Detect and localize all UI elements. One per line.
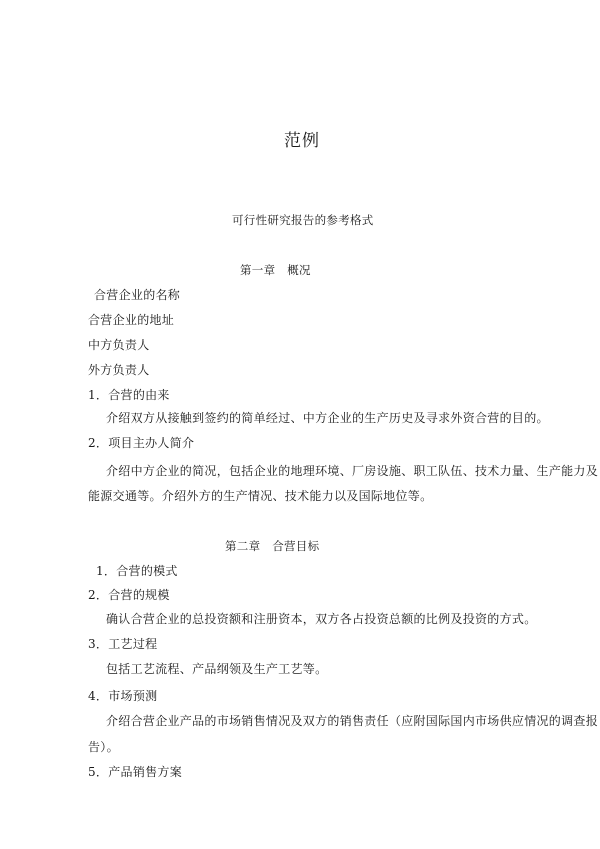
section-2-4-body-line2: 告）。	[88, 740, 119, 754]
jv-name-line: 合营企业的名称	[94, 288, 181, 302]
section-1-2-body-line1: 介绍中方企业的简况，包括企业的地理环境、厂房设施、职工队伍、技术力量、生产能力及	[106, 464, 599, 478]
section-2-2-heading: 2．合营的规模	[88, 588, 170, 602]
section-2-4-heading: 4．市场预测	[88, 689, 158, 703]
section-2-3-body: 包括工艺流程、产品纲领及生产工艺等。	[106, 662, 328, 676]
section-2-2-body: 确认合营企业的总投资额和注册资本，双方各占投资总额的比例及投资的方式。	[106, 612, 537, 626]
document-title: 范例	[284, 131, 320, 151]
section-1-1-body: 介绍双方从接触到签约的简单经过、中方企业的生产历史及寻求外资合营的目的。	[106, 411, 549, 425]
section-2-1-heading: 1．合营的模式	[96, 564, 178, 578]
document-subtitle: 可行性研究报告的参考格式	[232, 213, 374, 227]
jv-address-line: 合营企业的地址	[88, 313, 175, 327]
chapter-2-heading: 第二章 合营目标	[225, 539, 320, 553]
foreign-lead-line: 外方负责人	[88, 363, 150, 377]
section-1-1-heading: 1．合营的由来	[88, 388, 170, 402]
section-2-3-heading: 3．工艺过程	[88, 637, 158, 651]
section-1-2-body-line2: 能源交通等。介绍外方的生产情况、技术能力以及国际地位等。	[88, 489, 433, 503]
chinese-lead-line: 中方负责人	[88, 338, 150, 352]
section-1-2-heading: 2．项目主办人简介	[88, 436, 195, 450]
chapter-1-heading: 第一章 概况	[240, 263, 311, 277]
section-2-5-heading: 5．产品销售方案	[88, 765, 183, 779]
section-2-4-body-line1: 介绍合营企业产品的市场销售情况及双方的销售责任（应附国际国内市场供应情况的调查报	[106, 714, 599, 728]
